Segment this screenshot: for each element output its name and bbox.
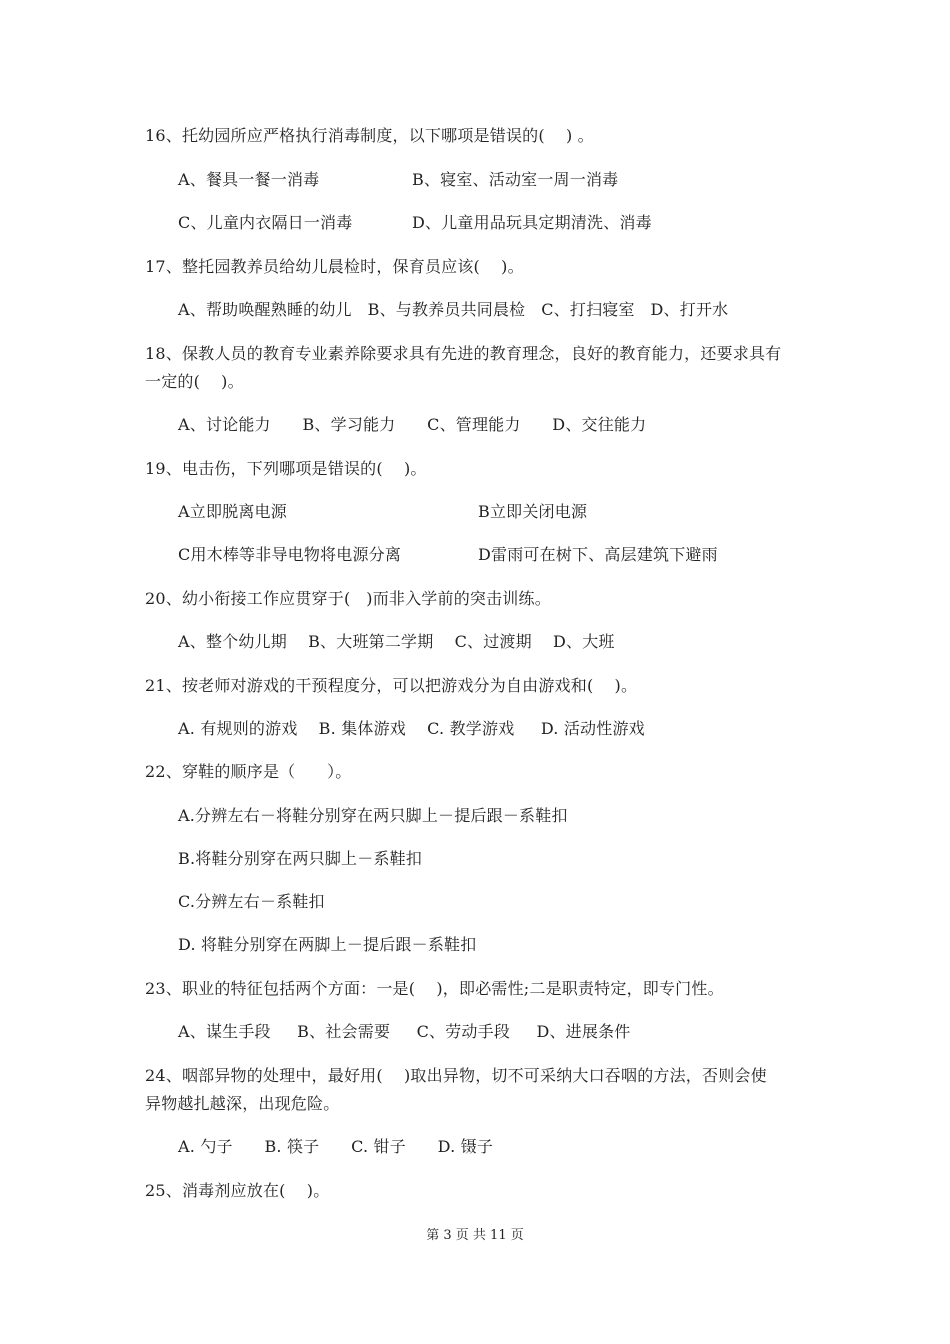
- question-22-stem: 22、穿鞋的顺序是（ ）。: [145, 762, 352, 781]
- question-24-stem-line2: 异物越扎越深，出现危险。: [145, 1094, 340, 1113]
- question-19-option-a: A立即脱离电源: [178, 502, 287, 521]
- question-16-option-b: B、寝室、活动室一周一消毒: [412, 170, 619, 189]
- question-22-option-a: A.分辨左右－将鞋分别穿在两只脚上－提后跟－系鞋扣: [178, 806, 568, 825]
- question-18-stem-line2: 一定的( )。: [145, 372, 244, 391]
- question-24-stem-line1: 24、咽部异物的处理中，最好用( )取出异物，切不可采纳大口吞咽的方法，否则会使: [145, 1066, 767, 1085]
- question-25-stem: 25、消毒剂应放在( )。: [145, 1181, 330, 1200]
- question-19-option-b: B立即关闭电源: [478, 502, 588, 521]
- question-22-option-d: D. 将鞋分别穿在两脚上－提后跟－系鞋扣: [178, 935, 477, 954]
- question-19-stem: 19、电击伤，下列哪项是错误的( )。: [145, 459, 427, 478]
- question-17-options: A、帮助唤醒熟睡的幼儿 B、与教养员共同晨检 C、打扫寝室 D、打开水: [178, 300, 729, 319]
- question-16-option-d: D、儿童用品玩具定期清洗、消毒: [412, 213, 652, 232]
- question-16-option-a: A、餐具一餐一消毒: [178, 170, 320, 189]
- question-20-stem: 20、幼小衔接工作应贯穿于( )而非入学前的突击训练。: [145, 589, 551, 608]
- question-21-options: A. 有规则的游戏 B. 集体游戏 C. 教学游戏 D. 活动性游戏: [178, 719, 645, 738]
- question-23-stem: 23、职业的特征包括两个方面：一是( )，即必需性;二是职责特定，即专门性。: [145, 979, 724, 998]
- question-18-options: A、讨论能力 B、学习能力 C、管理能力 D、交往能力: [178, 415, 647, 434]
- question-23-options: A、谋生手段 B、社会需要 C、劳动手段 D、进展条件: [178, 1022, 631, 1041]
- question-19-option-d: D雷雨可在树下、高层建筑下避雨: [478, 545, 718, 564]
- question-16-stem: 16、托幼园所应严格执行消毒制度，以下哪项是错误的( ) 。: [145, 126, 594, 145]
- question-18-stem-line1: 18、保教人员的教育专业素养除要求具有先进的教育理念，良好的教育能力，还要求具有: [145, 344, 782, 363]
- question-22-option-c: C.分辨左右－系鞋扣: [178, 892, 325, 911]
- question-21-stem: 21、按老师对游戏的干预程度分，可以把游戏分为自由游戏和( )。: [145, 676, 638, 695]
- question-20-options: A、整个幼儿期 B、大班第二学期 C、过渡期 D、大班: [178, 632, 615, 651]
- page-number-footer: 第 3 页 共 11 页: [426, 1228, 524, 1243]
- question-22-option-b: B.将鞋分别穿在两只脚上－系鞋扣: [178, 849, 423, 868]
- question-17-stem: 17、整托园教养员给幼儿晨检时，保育员应该( )。: [145, 257, 524, 276]
- question-19-option-c: C用木棒等非导电物将电源分离: [178, 545, 402, 564]
- question-16-option-c: C、儿童内衣隔日一消毒: [178, 213, 353, 232]
- question-24-options: A. 勺子 B. 筷子 C. 钳子 D. 镊子: [178, 1137, 494, 1156]
